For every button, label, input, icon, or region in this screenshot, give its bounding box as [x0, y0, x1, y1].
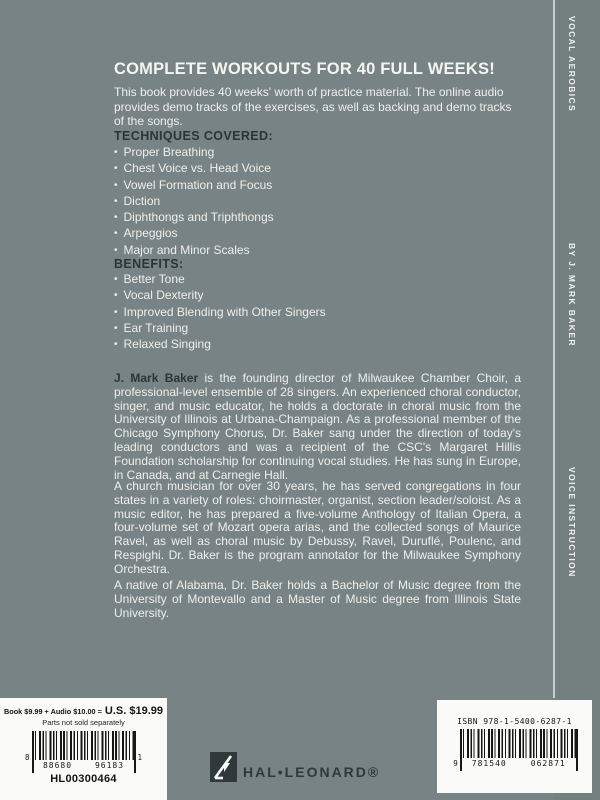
spine-title: VOCAL AEROBICS — [567, 16, 577, 113]
ean-barcode — [437, 729, 592, 768]
ean-lead-digit: 9 — [453, 759, 458, 768]
list-item: • Vocal Dexterity — [114, 288, 521, 304]
intro-paragraph: This book provides 40 weeks' worth of practice material. The online audio provides demo tracks of the exercises, as well as backing and demo tracks of the songs. — [114, 85, 512, 128]
ean-digit-group: 062871 — [530, 759, 566, 768]
upc-digits — [32, 760, 136, 770]
price-barcode-box — [0, 698, 167, 800]
ean-digit-group: 781540 — [471, 759, 507, 768]
author-name: J. Mark Baker — [114, 371, 199, 385]
list-item: • Vowel Formation and Focus — [114, 178, 521, 194]
upc-trail-digit: 1 — [137, 753, 143, 762]
bio-paragraph-1 — [114, 372, 521, 482]
list-item: • Relaxed Singing — [114, 337, 521, 353]
list-item: • Major and Minor Scales — [114, 243, 521, 259]
list-item: • Improved Blending with Other Singers — [114, 305, 521, 321]
techniques-title: TECHNIQUES COVERED: — [114, 129, 274, 143]
ean-digits — [460, 758, 578, 768]
benefits-title: BENEFITS: — [114, 257, 184, 271]
list-item: • Ear Training — [114, 321, 521, 337]
bio-text: is the founding director of Milwaukee Chamber Choir, a professional-level ensemble of 28 singers. An experienced choral conductor, singer, and music educator, he holds a doctorate in choral music from the University of Illinois at Urbana-Champaign. As a professional member of the Chicago Symphony Chorus, Dr. Baker sang under the direction of today's leading conductors and was a recipient of the CSC's Margaret Hillis Foundation scholarship for continuing vocal studies. He has sung in Europe, in Canada, and at Carnegie Hall. — [114, 371, 522, 482]
spine-author: BY J. MARK BAKER — [567, 243, 577, 347]
isbn-number: ISBN 978-1-5400-6287-1 — [457, 717, 572, 726]
price-note: Parts not sold separately — [42, 718, 125, 727]
price-line — [0, 705, 167, 717]
publisher-name: HAL•LEONARD® — [243, 764, 381, 780]
upc-digit-group: 96183 — [94, 761, 125, 770]
bio-paragraph-3: A native of Alabama, Dr. Baker holds a Bachelor of Music degree from the University of Montevallo and a Master of Music degree from Illinois State University. — [114, 578, 521, 620]
benefits-list — [114, 272, 521, 353]
techniques-list — [114, 145, 521, 259]
barcode-bars — [460, 729, 578, 758]
upc-digit-group: 88680 — [42, 761, 73, 770]
headline: COMPLETE WORKOUTS FOR 40 FULL WEEKS! — [114, 60, 495, 78]
list-item: • Chest Voice vs. Head Voice — [114, 161, 521, 177]
upc-barcode — [0, 731, 167, 770]
price-main: U.S. $19.99 — [104, 705, 163, 717]
isbn-barcode-box — [437, 700, 592, 793]
hal-leonard-logo — [210, 752, 380, 782]
list-item: • Arpeggios — [114, 226, 521, 242]
list-item: • Better Tone — [114, 272, 521, 288]
spine-divider-line — [553, 0, 555, 698]
bio-paragraph-2: A church musician for over 30 years, he has served congregations in four states in a variety of roles: choirmaster, organist, section leader/soloist. As a music editor, he has prepared a five-volume Anthology of Italian Opera, a four-volume set of Mozart opera arias, and the collected songs of Maurice Ravel, as well as choral music by Debussy, Ravel, Duruflé, Poulenc, and Respighi. Dr. Baker is the program annotator for the Milwaukee Symphony Orchestra. — [114, 479, 521, 576]
upc-bars-group — [32, 731, 136, 770]
price-prefix: Book $9.99 + Audio $10.00 = — [4, 707, 102, 716]
spine-strip — [555, 0, 600, 800]
spine-category: VOICE INSTRUCTION — [567, 467, 577, 578]
ean-bars-group — [460, 729, 578, 768]
barcode-bars — [32, 731, 136, 760]
list-item: • Diction — [114, 194, 521, 210]
list-item: • Diphthongs and Triphthongs — [114, 210, 521, 226]
list-item: • Proper Breathing — [114, 145, 521, 161]
hal-leonard-logo-icon — [210, 752, 237, 782]
catalog-number: HL00300464 — [50, 773, 117, 785]
upc-lead-digit: 8 — [24, 753, 30, 762]
